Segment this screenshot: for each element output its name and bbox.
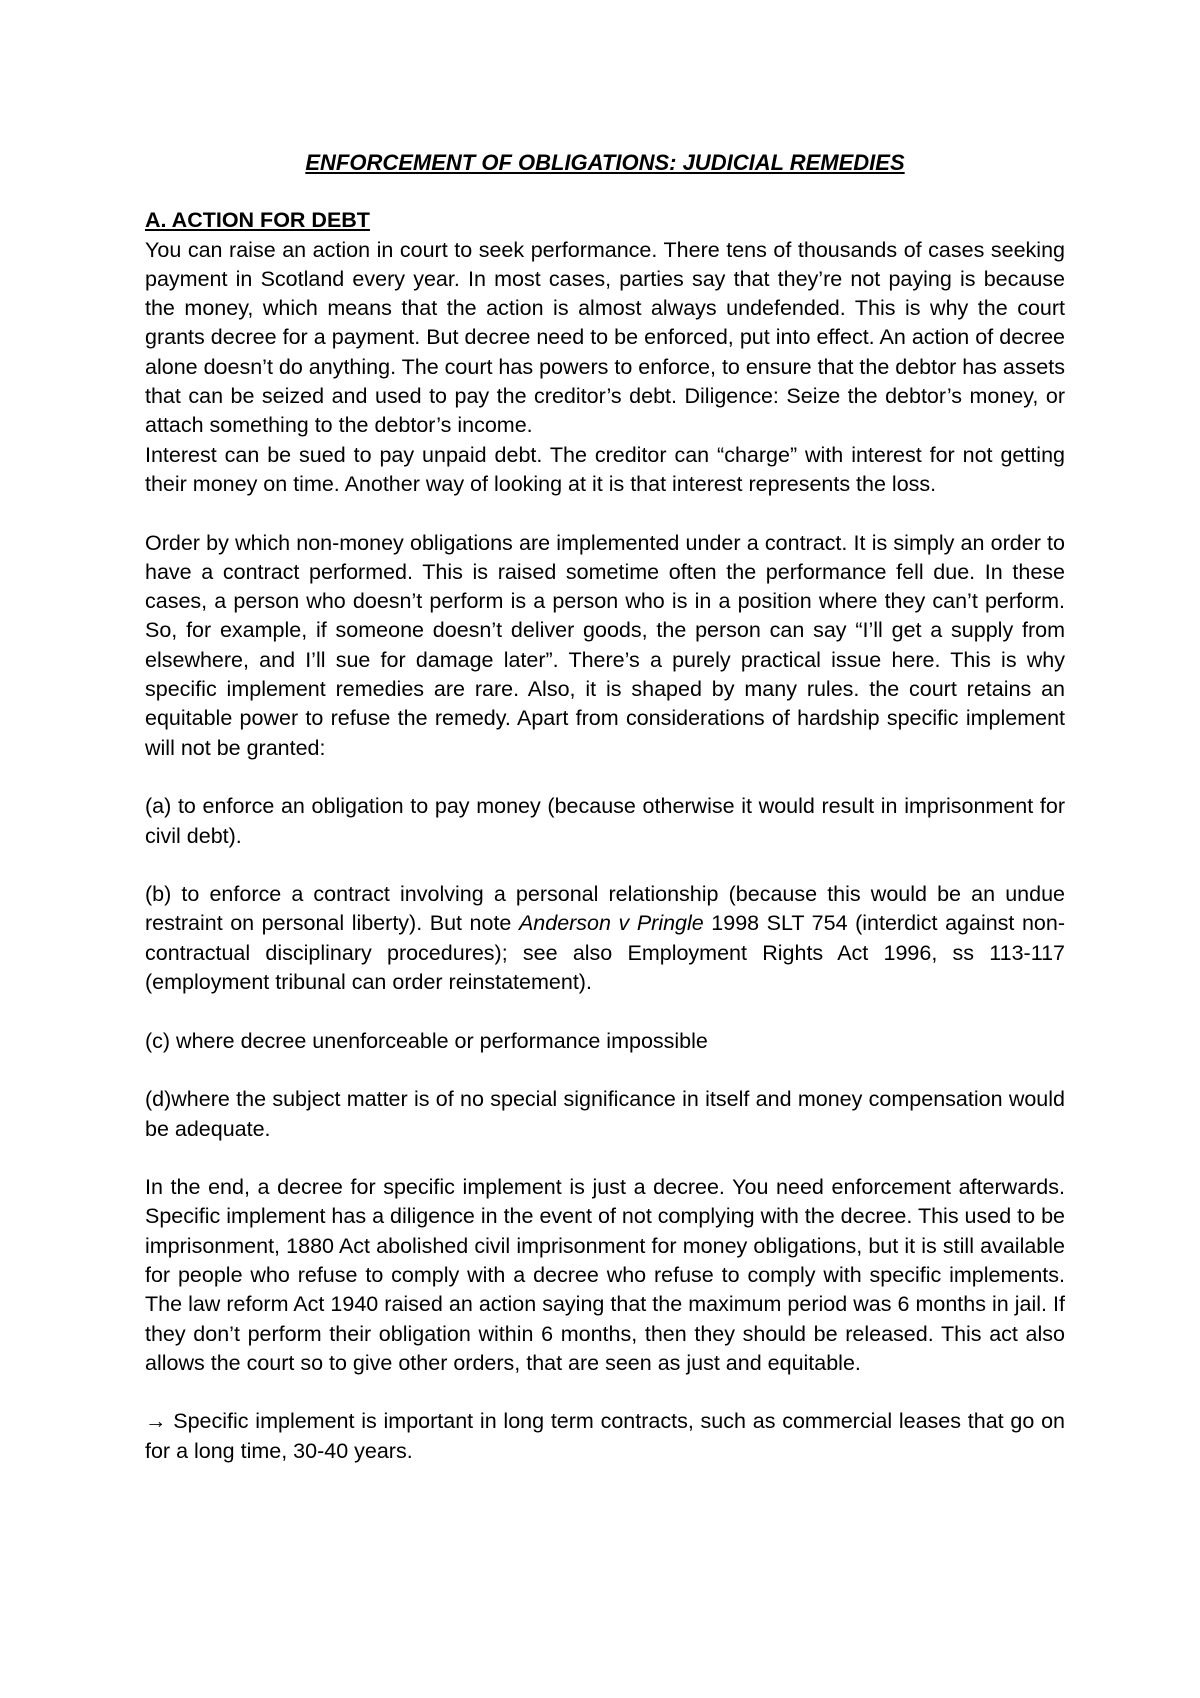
case-citation: Anderson v Pringle [518, 911, 704, 936]
list-item-a: (a) to enforce an obligation to pay money (because otherwise it would result in imprisonment for civil debt). [145, 794, 1065, 848]
spacer [145, 499, 1065, 528]
spacer [145, 1056, 1065, 1085]
document-title: ENFORCEMENT OF OBLIGATIONS: JUDICIAL REMEDIES [305, 150, 905, 175]
paragraph-action-for-debt: You can raise an action in court to seek performance. There tens of thousands of cases seeking payment in Scotland every year. In most cases, parties say that they’re not paying is because the money, which means that the action is almost always undefended. This is why the court grants decree for a payment. But decree need to be enforced, put into effect. An action of decree alone doesn’t do anything. The court has powers to enforce, to ensure that the debtor has assets that can be seized and used to pay the creditor’s debt. Diligence: Seize the debtor’s money, or attach something to the debtor’s income. [145, 237, 1065, 438]
spacer [145, 1144, 1065, 1173]
list-item-d: (d)where the subject matter is of no special significance in itself and money compensation would be adequate. [145, 1087, 1065, 1141]
paragraph-interest: Interest can be sued to pay unpaid debt. The creditor can “charge” with interest for not getting their money on time. Another way of looking at it is that interest represents the loss. [145, 442, 1065, 496]
spacer [145, 851, 1065, 880]
list-item-b-text-before: (b) to enforce a contract involving a personal relationship (because this would be an undue restraint on personal liberty). But note [145, 882, 1065, 936]
list-item-c: (c) where decree unenforceable or performance impossible [145, 1028, 708, 1053]
paragraph-specific-implement: Order by which non-money obligations are implemented under a contract. It is simply an order to have a contract performed. This is raised sometime often the performance fell due. In these cases, a person who doesn’t perform is a person who is in a position where they can’t perform. So, for example, if someone doesn’t deliver goods, the person can say “I’ll get a supply from elsewhere, and I’ll sue for damage later”. There’s a purely practical issue here. This is why specific implement remedies are rare. Also, it is shaped by many rules. the court retains an equitable power to refuse the remedy. Apart from considerations of hardship specific implement will not be granted: [145, 530, 1065, 760]
document-body [145, 148, 1065, 1466]
list-item-b-text-after: 1998 SLT 754 (interdict against non-contractual disciplinary procedures); see also Employment Rights Act 1996, ss 113-117 (employment tribunal can order reinstatement). [145, 911, 1065, 995]
right-arrow-icon: → [145, 1409, 167, 1434]
list-item-b [145, 880, 1065, 997]
paragraph-enforcement: In the end, a decree for specific implement is just a decree. You need enforcement afterwards. Specific implement has a diligence in the event of not complying with the decree. This used to be imprisonment, 1880 Act abolished civil imprisonment for money obligations, but it is still available for people who refuse to comply with a decree who refuse to comply with specific implements. The law reform Act 1940 raised an action saying that the maximum period was 6 months in jail. If they don’t perform their obligation within 6 months, then they should be released. This act also allows the court so to give other orders, that are seen as just and equitable. [145, 1175, 1065, 1375]
spacer [145, 763, 1065, 792]
section-heading-action-for-debt: A. ACTION FOR DEBT [145, 208, 370, 233]
spacer [145, 1378, 1065, 1407]
paragraph-long-term-contracts-text: Specific implement is important in long term contracts, such as commercial leases that go on for a long time, 30-40 years. [145, 1409, 1065, 1463]
spacer [145, 997, 1065, 1026]
paragraph-long-term-contracts [145, 1407, 1065, 1466]
